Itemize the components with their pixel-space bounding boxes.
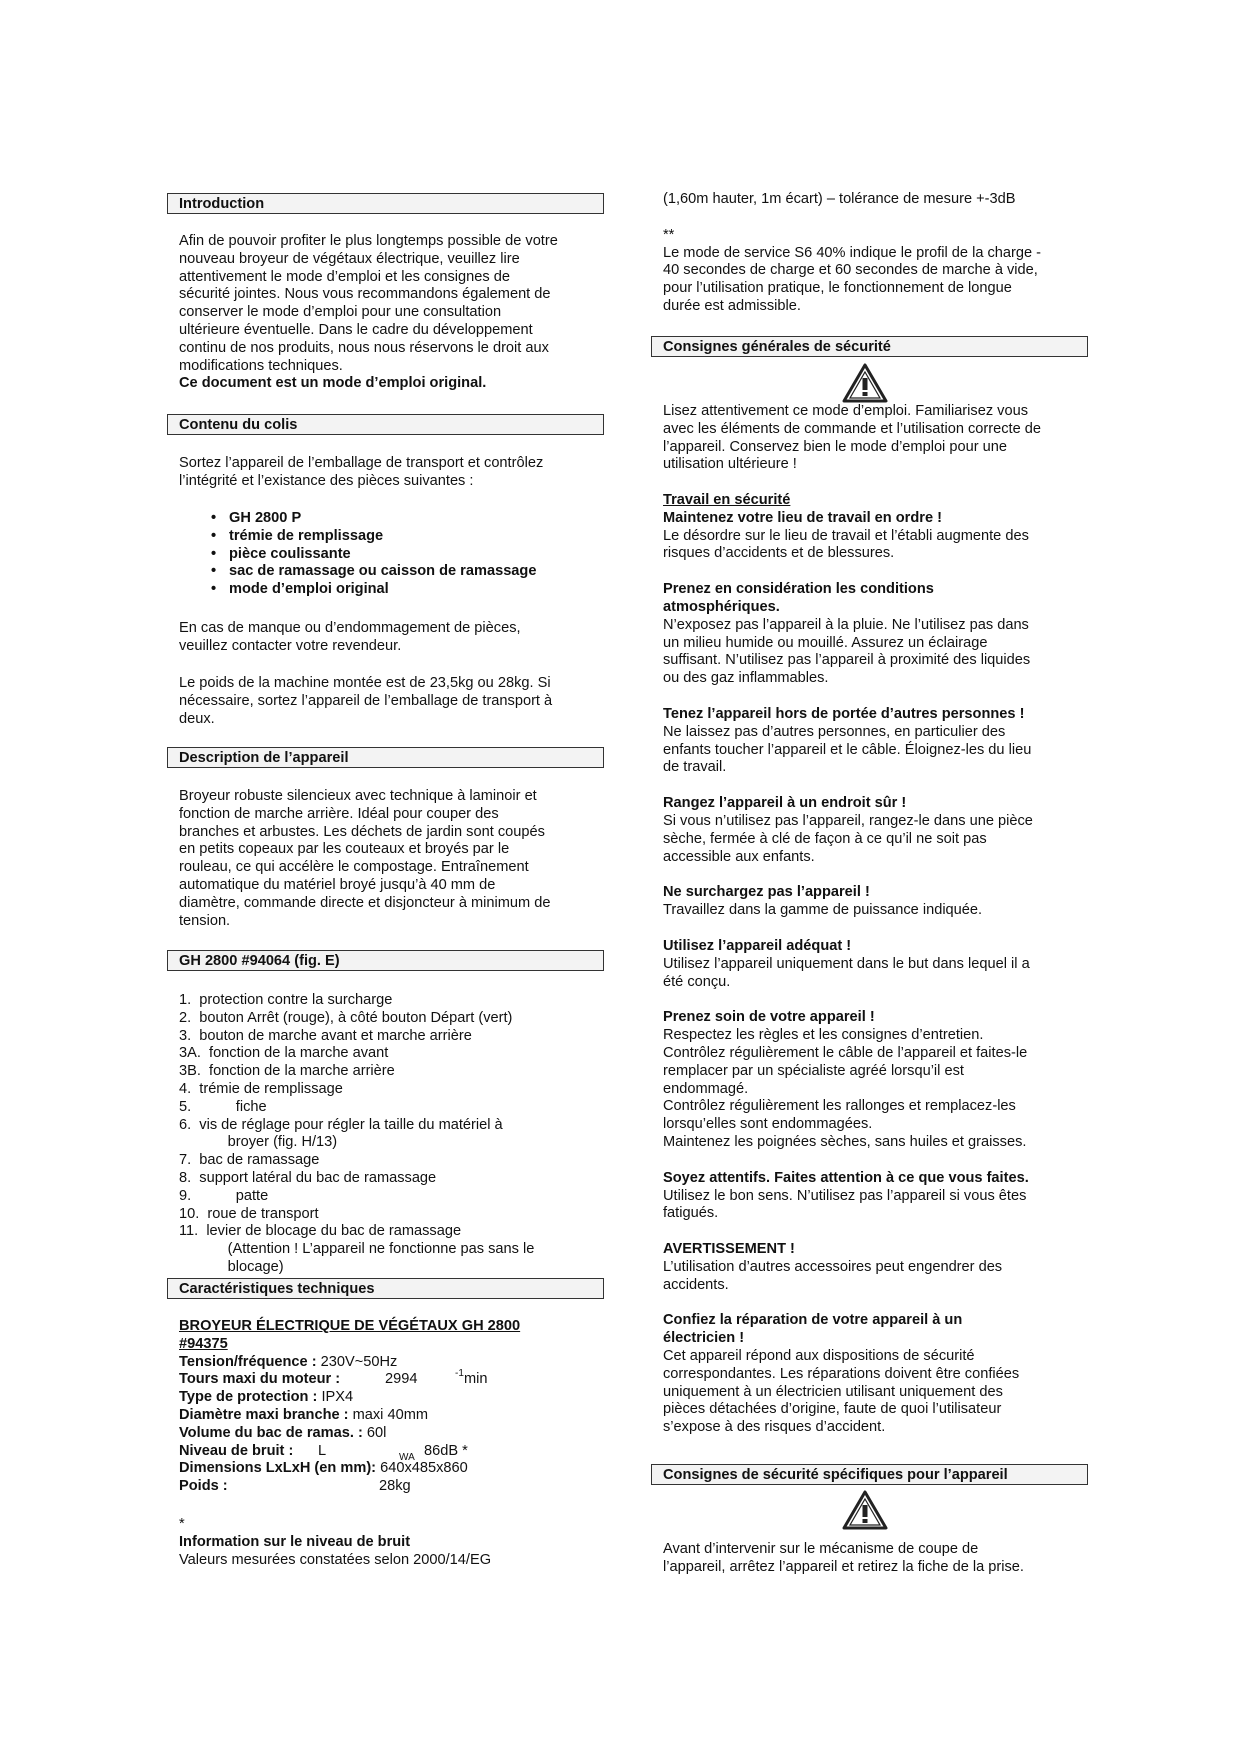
specs-block — [179, 1318, 520, 1569]
noise-title: Information sur le niveau de bruit — [179, 1533, 411, 1550]
spec-row: Tours maxi du moteur : 2994 -1 min — [179, 1368, 488, 1388]
warning-icon — [842, 1490, 888, 1530]
section-header-specific-safety: Consignes de sécurité spécifiques pour l’appareil — [651, 1464, 1088, 1485]
list-item: 1. protection contre la surcharge — [179, 992, 393, 1008]
list-item: • GH 2800 P — [211, 510, 536, 528]
spec-row: Dimensions LxLxH (en mm): 640x485x860 — [179, 1460, 468, 1477]
safety-block: Prenez en considération les conditions atmosphériques. N’exposez pas l’appareil à la pluie. Ne l’utilisez pas dans un milieu humide ou mouillé. Assurez un éclairage suffisant. N’utilisez pas l’appareil à proximité des liquides ou des gaz inflammables. — [663, 581, 1031, 687]
list-item: 3. bouton de marche avant et marche arrière — [179, 1027, 472, 1044]
footnote-star: * — [179, 1515, 185, 1532]
list-item: 3A. fonction de la marche avant — [179, 1045, 389, 1062]
specific-safety-paragraph: Avant d’intervenir sur le mécanisme de coupe de l’appareil, arrêtez l’appareil et retirez la fiche de la prise. — [663, 1541, 1024, 1575]
weight-paragraph: Le poids de la machine montée est de 23,5kg ou 28kg. Si nécessaire, sortez l’appareil de l’emballage de transport à deux. — [179, 675, 553, 727]
spec-row: Niveau de bruit : L WA 86dB * — [179, 1442, 468, 1463]
section-header-description: Description de l’appareil — [167, 747, 604, 768]
safety-block: Tenez l’appareil hors de portée d’autres personnes ! Ne laissez pas d’autres personnes, en particulier des enfants toucher l’appareil et le câble. Éloignez-les du lieu de travail. — [663, 705, 1032, 776]
safety-blocks — [663, 492, 1083, 1437]
list-item: 4. trémie de remplissage — [179, 1080, 343, 1097]
list-item: 6. vis de réglage pour régler la taille du matériel à — [179, 1116, 503, 1133]
safety-block: Confiez la réparation de votre appareil à un électricien ! Cet appareil répond aux dispositions de sécurité correspondantes. Les réparations doivent être confiées uniquement à un électricien utilisant uniquement des pièces détachées d’origine, faute de quoi l’utilisateur s’expose à des risques d’accident. — [663, 1312, 1020, 1436]
safety-block: Utilisez l’appareil adéquat ! Utilisez l’appareil uniquement dans le but dans lequel il a été conçu. — [663, 937, 1030, 990]
spec-row: Type de protection : IPX4 — [179, 1389, 354, 1406]
safety-block: Maintenez votre lieu de travail en ordre ! Le désordre sur le lieu de travail et l’établi augmente des risques d’accidents et de blessures. — [663, 509, 1029, 562]
section-header-specs: Caractéristiques techniques — [167, 1278, 604, 1299]
list-item: broyer (fig. H/13) — [179, 1134, 338, 1151]
section-header-contents: Contenu du colis — [167, 414, 604, 435]
spec-row: Poids : 28kg — [179, 1478, 411, 1495]
spec-row: Volume du bac de ramas. : 60l — [179, 1424, 387, 1441]
list-item: (Attention ! L’appareil ne fonctionne pas sans le — [179, 1241, 535, 1258]
original-notice: Ce document est un mode d’emploi original. — [179, 375, 487, 392]
list-item: • mode d’emploi original — [211, 581, 536, 599]
noise-text: Valeurs mesurées constatées selon 2000/14/EG — [179, 1551, 492, 1568]
specs-heading: BROYEUR ÉLECTRIQUE DE VÉGÉTAUX GH 2800 — [179, 1318, 521, 1334]
list-item: 3B. fonction de la marche arrière — [179, 1063, 395, 1080]
list-item: 11. levier de blocage du bac de ramassage — [179, 1223, 462, 1240]
section-header-introduction: Introduction — [167, 193, 604, 214]
list-item: • sac de ramassage ou caisson de ramassage — [211, 563, 536, 581]
safety-block: Ne surchargez pas l’appareil ! Travaillez dans la gamme de puissance indiquée. — [663, 884, 983, 919]
list-item: • pièce coulissante — [211, 546, 536, 564]
measurement-note: (1,60m hauter, 1m écart) – tolérance de mesure +-3dB ** Le mode de service S6 40% indique le profil de la charge - 40 secondes de charge et 60 secondes de marche à vide, pour l’utilisation pratique, le fonctionnement de longue durée est admissible. — [663, 191, 1042, 314]
warning-icon — [842, 363, 888, 403]
safety-block: AVERTISSEMENT ! L’utilisation d’autres accessoires peut engendrer des accidents. — [663, 1241, 1003, 1293]
section-header-parts: GH 2800 #94064 (fig. E) — [167, 950, 604, 971]
intro-paragraph: Afin de pouvoir profiter le plus longtemps possible de votre nouveau broyeur de végétaux électrique, veuillez lire attentivement le mode d’emploi et les consignes de sécurité jointes. Nous vous recommandons également de conserver le mode d’emploi pour une consultation ultérieure éventuelle. Dans le cadre du développement continu de nos produits, nous nous réservons le droit aux modifications techniques. Ce document est un mode d’emploi original. — [179, 233, 599, 393]
list-item: 7. bac de ramassage — [179, 1152, 320, 1169]
safety-block: Rangez l’appareil à un endroit sûr ! Si vous n’utilisez pas l’appareil, rangez-le dans une pièce sèche, fermée à clé de façon à ce qu’il ne soit pas accessible aux enfants. — [663, 795, 1033, 865]
section-header-general-safety: Consignes générales de sécurité — [651, 336, 1088, 357]
list-item: 5. fiche — [179, 1098, 267, 1115]
list-item: 2. bouton Arrêt (rouge), à côté bouton Départ (vert) — [179, 1009, 513, 1026]
general-safety-intro: Lisez attentivement ce mode d’emploi. Familiarisez vous avec les éléments de commande et l’utilisation correcte de l’appareil. Conservez bien le mode d’emploi pour une utilisation ultérieure ! — [663, 403, 1042, 473]
list-item: • trémie de remplissage — [211, 528, 536, 546]
contents-paragraph: Sortez l’appareil de l’emballage de transport et contrôlez l’intégrité et l’existance des pièces suivantes : — [179, 455, 544, 489]
spec-row: Diamètre maxi branche : maxi 40mm — [179, 1406, 429, 1423]
safe-work-title: Travail en sécurité — [663, 492, 791, 508]
description-paragraph: Broyeur robuste silencieux avec technique à laminoir et fonction de marche arrière. Idéal pour couper des branches et arbustes. Les déchets de jardin sont coupés en petits copeaux par les couteaux et broyés par le rouleau, ce qui accélère le compostage. Entraînement automatique du matériel broyé jusqu’à 40 mm de diamètre, commande directe et disjoncteur à minimum de tension. — [179, 788, 551, 929]
list-item: 10. roue de transport — [179, 1205, 319, 1222]
missing-parts-paragraph: En cas de manque ou d’endommagement de pièces, veuillez contacter votre revendeur. — [179, 620, 521, 654]
list-item: 9. patte — [179, 1187, 269, 1204]
safety-block: Soyez attentifs. Faites attention à ce que vous faites. Utilisez le bon sens. N’utilisez pas l’appareil si vous êtes fatigués. — [663, 1169, 1029, 1222]
spec-row: Tension/fréquence : 230V~50Hz — [179, 1353, 398, 1370]
parts-list — [179, 992, 534, 1277]
safety-block: Prenez soin de votre appareil ! Respectez les règles et les consignes d’entretien. Contrôlez régulièrement le câble de l’appareil et faites-le remplacer par un spécialiste agréé lorsqu’il est endommagé. Contrôlez régulièrement les rallonges et remplacez-les lorsqu’elles sont endommagées. Maintenez les poignées sèches, sans huiles et graisses. — [663, 1009, 1028, 1150]
list-item: blocage) — [179, 1258, 284, 1275]
contents-list — [211, 510, 536, 599]
specs-heading-number: #94375 — [179, 1335, 228, 1352]
list-item: 8. support latéral du bac de ramassage — [179, 1169, 437, 1186]
